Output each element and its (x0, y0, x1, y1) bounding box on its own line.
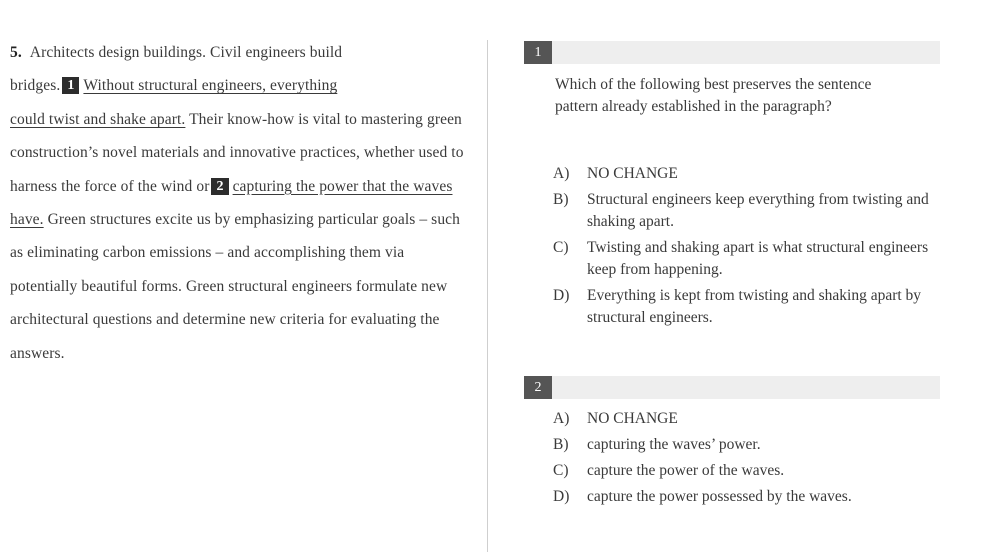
answer-choices-2 (553, 408, 933, 512)
choice-letter: C) (553, 239, 569, 256)
choice-letter: C) (553, 462, 569, 479)
choice-letter: D) (553, 488, 570, 505)
question-number-badge[interactable]: 2 (524, 376, 552, 399)
underlined-text-1: Without structural engineers, everything (83, 77, 338, 95)
passage-line-1: Architects design buildings. Civil engineers build (29, 44, 343, 61)
underlined-text-1-cont: could twist and shake apart. (10, 110, 186, 128)
passage-number: 5. (10, 44, 22, 61)
answer-choice-2c[interactable] (553, 460, 933, 482)
column-divider (487, 40, 488, 552)
choice-text: capture the power of the waves. (587, 462, 785, 479)
answer-choice-1d[interactable] (553, 285, 933, 329)
answer-choice-2a[interactable] (553, 408, 933, 430)
passage-segment: Their know-how is vital to mastering green construction’s novel materials and innovative practices, whether used to harness the force of the wind or (10, 110, 464, 195)
answer-choice-2d[interactable] (553, 486, 933, 508)
choice-text: Twisting and shaking apart is what structural engineers keep from happening. (587, 239, 929, 278)
question-prompt-1: Which of the following best preserves the sentence pattern already established in the paragraph? (555, 76, 872, 115)
answer-choices-1 (553, 163, 933, 333)
choice-text: capture the power possessed by the waves. (587, 488, 852, 505)
passage-segment: bridges. (10, 77, 61, 95)
question-header-2 (524, 376, 940, 399)
choice-text: NO CHANGE (587, 165, 678, 182)
underlined-text-2: capturing the power that the waves have. (10, 177, 453, 229)
choice-text: NO CHANGE (587, 410, 678, 427)
question-marker-2[interactable]: 2 (211, 178, 228, 195)
choice-letter: B) (553, 191, 569, 208)
answer-choice-1a[interactable] (553, 163, 933, 185)
choice-text: capturing the waves’ power. (587, 436, 761, 453)
choice-letter: A) (553, 165, 570, 182)
choice-text: Structural engineers keep everything from twisting and shaking apart. (587, 191, 929, 230)
answer-choice-2b[interactable] (553, 434, 933, 456)
question-number-badge[interactable]: 1 (524, 41, 552, 64)
passage (10, 36, 470, 370)
passage-segment: Green structures excite us by emphasizing particular goals – such as eliminating carbon emissions – and accomplishing them via potentially beautiful forms. Green structural engineers formulate new architectural questions and determine new criteria for evaluating the answers. (10, 211, 460, 362)
choice-text: Everything is kept from twisting and shaking apart by structural engineers. (587, 287, 922, 326)
choice-letter: B) (553, 436, 569, 453)
question-marker-1[interactable]: 1 (62, 77, 79, 94)
choice-letter: D) (553, 287, 570, 304)
question-header-1 (524, 41, 940, 64)
answer-choice-1c[interactable] (553, 237, 933, 281)
choice-letter: A) (553, 410, 570, 427)
answer-choice-1b[interactable] (553, 189, 933, 233)
